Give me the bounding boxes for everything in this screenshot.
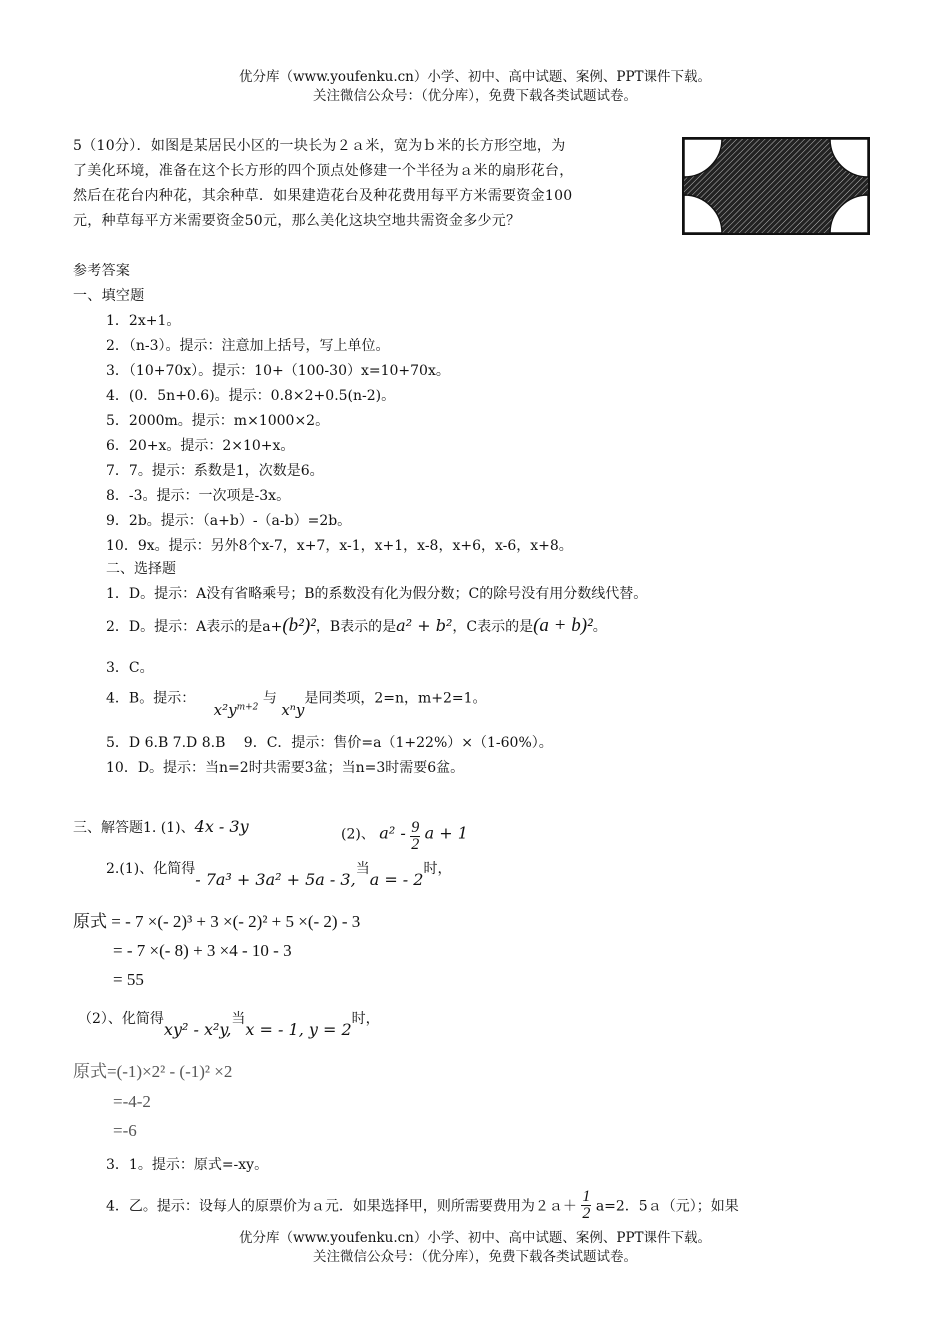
choice-answer-4 [106,686,487,719]
math-a-plus-b-squared: (a + b)² [533,615,593,636]
solve-4-text-a: 4．乙。提示：设每人的原票价为ａ元．如果选择甲，则所需要费用为２ａ＋ [106,1198,577,1215]
math-a2-plus-b2: a² + b² [396,616,453,635]
fill-answer-9: 9．2b。提示：（a+b）-（a-b）=2b。 [106,513,352,529]
math-xn-y: xⁿy [281,700,305,719]
solve-2-part-1 [106,859,452,889]
choice-2-text-b: ，B表示的是 [315,619,397,635]
fill-answer-7: 7．7。提示：系数是1，次数是6。 [106,463,324,479]
header-line-2: 关注微信公众号：（优分库），免费下载各类试题试卷。 [313,88,637,104]
solve-1-part-2 [341,818,468,851]
choice-answer-3: 3．C。 [106,660,154,676]
answers-title: 参考答案 [73,263,131,279]
garden-diagram [682,137,872,241]
fill-answer-10: 10．9x。提示：另外8个x-7，x+7，x-1，x+1，x-8，x+6，x-6，x+8。 [106,538,573,554]
fraction-numerator: 9 [411,819,420,836]
solve-2-when: 当 [355,861,370,877]
solve-2-part-2 [78,1009,380,1039]
calc-2-line-2: =-4-2 [113,1092,151,1111]
fill-answer-5: 5．2000m。提示：m×1000×2。 [106,413,330,429]
question-5-line-1: 5（10分）．如图是某居民小区的一块长为２ａ米，宽为ｂ米的长方形空地，为 [73,138,566,154]
question-5-line-3: 然后在花台内种花，其余种草．如果建造花台及种花费用每平方米需要资金100 [73,188,573,204]
solve-4-text-b: a=2．5ａ（元）；如果 [595,1198,739,1215]
math-a2-minus: a² - [379,823,406,843]
fill-answer-8: 8．-3。提示：一次项是-3x。 [106,488,291,504]
choice-2-text-d: 。 [592,619,607,635]
fraction-one-half [581,1189,591,1222]
solve-answer-4 [106,1190,739,1223]
calc-1-line-1: 原式 = - 7 ×(- 2)³ + 3 ×(- 2)² + 5 ×(- 2) - 3 [73,912,361,931]
solve-2-label: 2.(1)、化简得 [106,861,196,877]
choice-answer-5-9: 5．D 6.B 7.D 8.B 9．C．提示：售价=a（1+22%）×（1-60%）。 [106,735,553,751]
fill-answer-4: 4．(0．5n+0.6)。提示：0.8×2+0.5(n-2)。 [106,388,396,404]
math-4x-minus-3y: 4x - 3y [194,817,249,836]
question-5-line-2: 了美化环境，准备在这个长方形的四个顶点处修建一个半径为ａ米的扇形花台， [73,163,574,179]
footer-line-1: 优分库（www.youfenku.cn）小学、初中、高中试题、案例、PPT课件下载。 [238,1230,712,1246]
section-choice: 二、选择题 [106,561,176,577]
math-a-equals-minus-2: a = - 2 [369,870,424,889]
choice-4-text-c: 是同类项，2=n，m+2=1。 [304,690,487,707]
math-a-plus-1: a + 1 [424,823,468,843]
calc-2-line-3: =-6 [113,1121,137,1140]
fill-answer-3: 3．（10+70x）。提示：10+（100-30）x=10+70x。 [106,363,450,379]
calc-2-line-1: 原式=(-1)×2² - (-1)² ×2 [73,1062,233,1081]
fill-answer-6: 6．20+x。提示：2×10+x。 [106,438,295,454]
math-xy2-minus-x2y: xy² - x²y, [163,1020,232,1039]
solve-2b-when: 当 [231,1011,246,1027]
solve-2b-label: （2）、化简得 [78,1011,164,1027]
math-exponent-m-plus-2: m+2 [236,702,259,712]
calc-1-line-2: = - 7 ×(- 8) + 3 ×4 - 10 - 3 [113,941,292,960]
section-solve-1 [73,818,249,837]
fill-answer-2: 2．（n-3）。提示：注意加上括号，写上单位。 [106,338,390,354]
fraction-one-half-denominator: 2 [582,1205,591,1222]
section-fill-in: 一、填空题 [73,288,145,304]
solve-1-part-2-label: (2)、 [341,826,375,843]
choice-4-text-b: 与 [262,690,277,707]
math-simplified-polynomial: - 7a³ + 3a² + 5a - 3, [195,870,356,889]
math-b-squared-squared: (b²)² [282,615,316,636]
fraction-nine-halves [410,820,420,853]
choice-answer-10: 10．D。提示：当n=2时共需要3盆；当n=3时需要6盆。 [106,760,465,776]
solve-1-label: 三、解答题1. (1)、 [73,820,195,836]
solve-2-time: 时， [423,861,452,877]
calc-1-line-3: = 55 [113,970,144,989]
math-x2-y: x²y [213,700,237,719]
fraction-denominator: 2 [411,836,420,853]
math-x-y-values: x = - 1, y = 2 [245,1020,352,1039]
choice-answer-1: 1．D。提示：A没有省略乘号；B的系数没有化为假分数；C的除号没有用分数线代替。 [106,586,648,602]
solve-2b-time: 时， [351,1011,380,1027]
choice-2-text-a: 2．D。提示：A表示的是a+ [106,619,283,635]
choice-2-text-c: ，C表示的是 [452,619,534,635]
fraction-one-half-numerator: 1 [582,1188,591,1205]
header-line-1: 优分库（www.youfenku.cn）小学、初中、高中试题、案例、PPT课件下载。 [238,69,712,85]
choice-4-text-a: 4．B。提示： [106,690,196,707]
footer-line-2: 关注微信公众号：（优分库），免费下载各类试题试卷。 [313,1249,637,1265]
fill-answer-1: 1．2x+1。 [106,313,181,329]
choice-answer-2 [106,617,607,636]
question-5-line-4: 元，种草每平方米需要资金50元，那么美化这块空地共需资金多少元？ [73,213,521,229]
solve-answer-3: 3．1。提示：原式=-xy。 [106,1157,269,1173]
